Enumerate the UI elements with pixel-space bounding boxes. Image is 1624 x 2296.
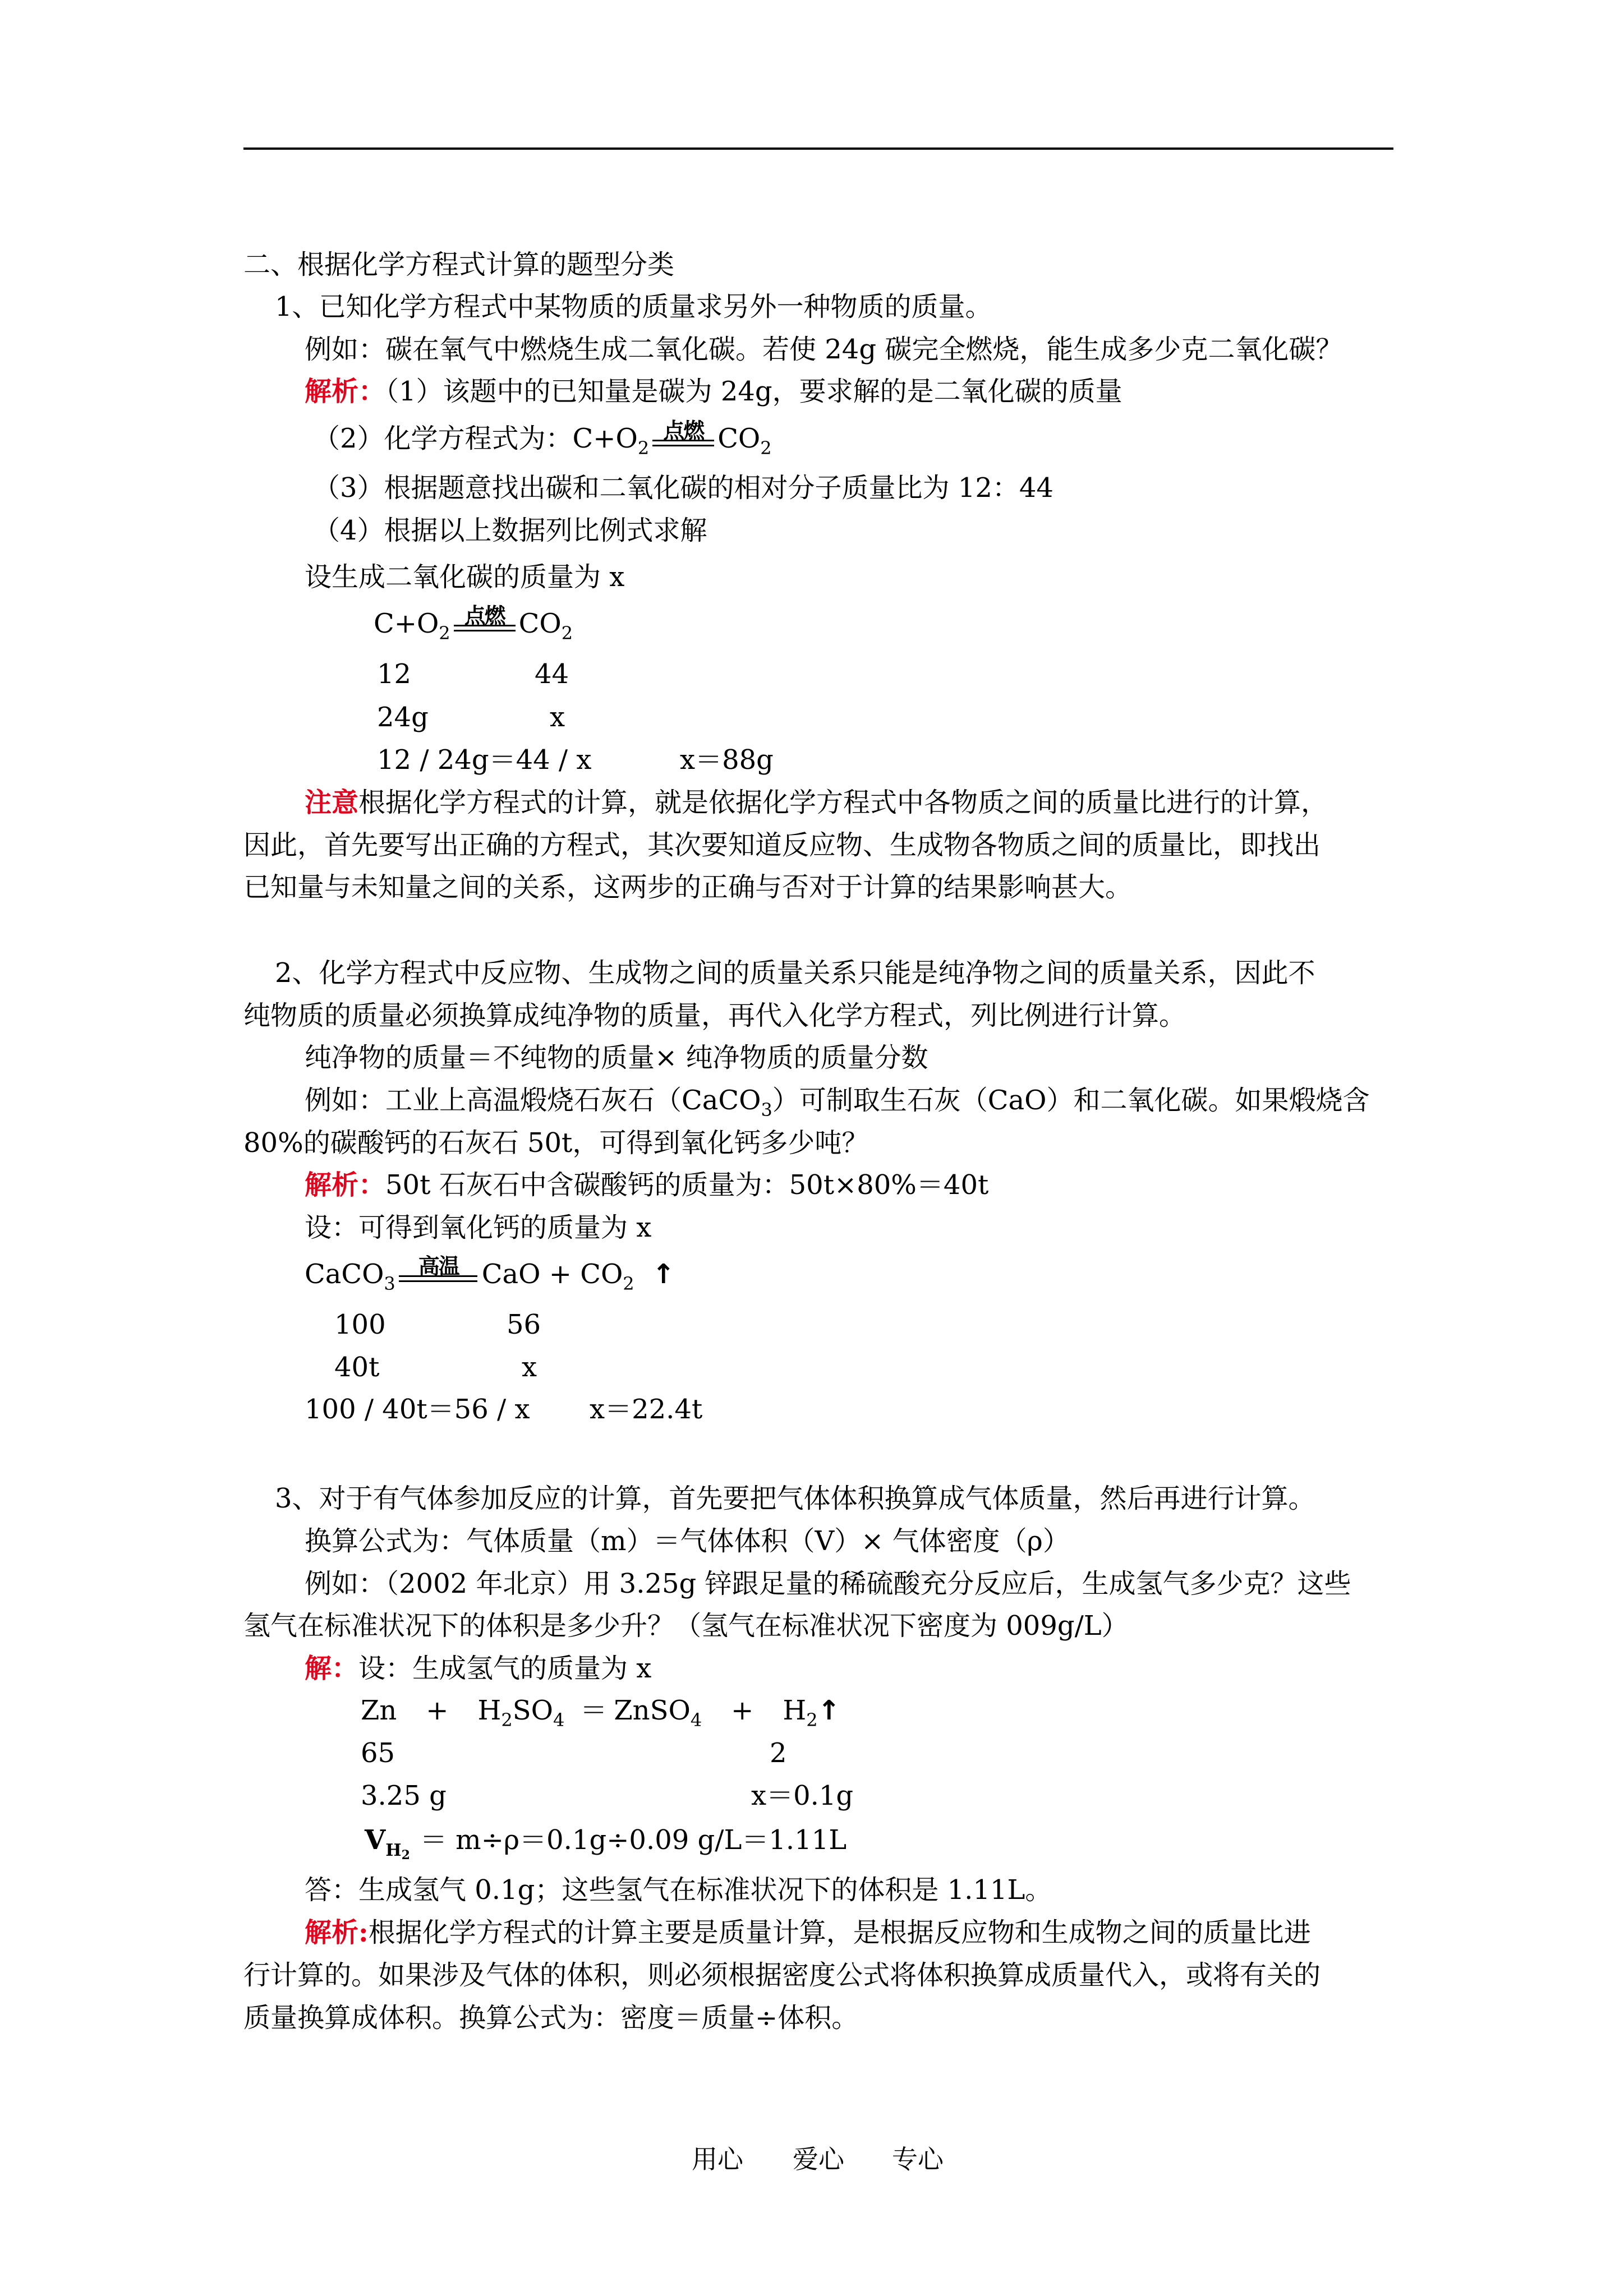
volume-symbol <box>365 1824 410 1862</box>
volume-sub-2: 2 <box>401 1848 410 1862</box>
type3-example-line2: 氢气在标准状况下的体积是多少升？（氢气在标准状况下密度为 009g/L） <box>243 1610 1129 1642</box>
eq-reactant: C+O <box>374 608 439 639</box>
type3-analysis-line2: 行计算的。如果涉及气体的体积，则必须根据密度公式将体积换算成质量代入，或将有关的 <box>243 1960 1321 1991</box>
type1-mass-co2: 44 <box>535 658 569 690</box>
type1-mass-c: 12 <box>377 658 412 690</box>
header-rule <box>243 147 1393 150</box>
example-part2: ）可制取生石灰（CaO）和二氧化碳。如果煅烧含 <box>772 1085 1370 1116</box>
type3-given-zn: 3.25 g <box>361 1780 447 1811</box>
condition-label: 高温 <box>418 1254 459 1279</box>
eq-h2so4-sub: 2 <box>501 1709 513 1731</box>
section-title: 二、根据化学方程式计算的题型分类 <box>243 249 675 280</box>
type1-step2 <box>313 418 772 459</box>
eq-znso4-sub: 4 <box>690 1709 702 1731</box>
type1-equation <box>374 603 573 644</box>
eq-h2so4-h: H <box>477 1695 502 1726</box>
eq-zn: Zn <box>361 1695 397 1726</box>
condition-label: 点燃 <box>464 603 505 628</box>
type1-given-c: 24g <box>377 702 429 733</box>
type1-heading: 1、已知化学方程式中某物质的质量求另外一种物质的质量。 <box>275 291 992 322</box>
type3-mass-zn: 65 <box>361 1737 395 1769</box>
step2-product: CO <box>717 423 761 454</box>
type1-note <box>305 786 1328 819</box>
type2-mass-cao: 56 <box>507 1309 541 1340</box>
gas-arrow-icon: ↑ <box>652 1258 675 1290</box>
analysis-text: 50t 石灰石中含碳酸钙的质量为：50t×80%＝40t <box>385 1169 989 1201</box>
eq-products-sub: 2 <box>623 1273 634 1294</box>
type1-result: x＝88g <box>680 744 774 776</box>
eq-product: CO <box>518 608 562 639</box>
analysis-line1: 根据化学方程式的计算主要是质量计算，是根据反应物和生成物之间的质量比进 <box>368 1917 1311 1948</box>
type3-analysis-line3: 质量换算成体积。换算公式为：密度＝质量÷体积。 <box>243 2002 859 2034</box>
type2-heading-line2: 纯物质的质量必须换算成纯净物的质量，再代入化学方程式，列比例进行计算。 <box>243 1000 1186 1031</box>
analysis-label: 解析： <box>305 376 386 407</box>
type1-analysis <box>305 375 1122 408</box>
eq-h2: H <box>783 1695 807 1726</box>
type2-let: 设：可得到氧化钙的质量为 x <box>305 1212 652 1243</box>
reaction-condition-ignite <box>452 603 518 640</box>
note-label: 注意 <box>305 787 359 818</box>
type2-example-line1 <box>305 1084 1370 1121</box>
type2-analysis <box>305 1168 988 1202</box>
type3-formula: 换算公式为：气体质量（m）＝气体体积（V）× 气体密度（ρ） <box>305 1525 1070 1557</box>
type2-given-caco3: 40t <box>334 1352 380 1383</box>
type2-mass-caco3: 100 <box>334 1309 386 1340</box>
type1-given-co2: x <box>550 702 565 733</box>
eq-equals: ＝ <box>580 1695 608 1726</box>
type2-formula: 纯净物的质量＝不纯物的质量× 纯净物质的质量分数 <box>305 1042 928 1073</box>
analysis-step1: （1）该题中的已知量是碳为 24g，要求解的是二氧化碳的质量 <box>385 376 1122 407</box>
eq-plus: + <box>731 1695 754 1726</box>
volume-v: V <box>365 1824 386 1856</box>
solution-let: 设：生成氢气的质量为 x <box>358 1653 652 1684</box>
type3-volume <box>365 1823 847 1862</box>
reaction-condition-heat <box>397 1254 481 1291</box>
type2-equation <box>305 1254 675 1294</box>
footer-left: 用心 <box>692 2144 743 2174</box>
type2-heading-line1: 2、化学方程式中反应物、生成物之间的质量关系只能是纯净物之间的质量关系，因此不 <box>275 957 1315 989</box>
eq-reactant: CaCO <box>305 1258 384 1290</box>
eq-h2so4-so: SO <box>512 1695 553 1726</box>
type3-mass-h2: 2 <box>770 1737 787 1769</box>
type3-heading: 3、对于有气体参加反应的计算，首先要把气体体积换算成气体质量，然后再进行计算。 <box>275 1483 1315 1514</box>
type1-note-line2: 因此，首先要写出正确的方程式，其次要知道反应物、生成物各物质之间的质量比，即找出 <box>243 829 1321 861</box>
type3-given-h2: x＝0.1g <box>751 1780 854 1811</box>
footer-middle: 爱心 <box>793 2144 844 2174</box>
eq-znso4: ZnSO <box>614 1695 691 1726</box>
eq-h2so4-sub2: 4 <box>553 1709 565 1731</box>
eq-reactant-sub: 2 <box>439 623 450 644</box>
o2-subscript: 2 <box>637 437 650 459</box>
eq-product-sub: 2 <box>561 623 573 644</box>
analysis-label: 解析： <box>305 1169 386 1201</box>
type1-note-line3: 已知量与未知量之间的关系，这两步的正确与否对于计算的结果影响甚大。 <box>243 872 1133 903</box>
note-line1: 根据化学方程式的计算，就是依据化学方程式中各物质之间的质量比进行的计算， <box>358 787 1328 818</box>
eq-products: CaO + CO <box>481 1258 623 1290</box>
reaction-condition-ignite <box>650 418 716 455</box>
type2-result: x＝22.4t <box>590 1394 703 1425</box>
example-part1: 例如：工业上高温煅烧石灰石（CaCO <box>305 1085 761 1116</box>
volume-expression: ＝ m÷ρ＝0.1g÷0.09 g/L＝1.11L <box>420 1824 847 1856</box>
analysis-label: 解析: <box>305 1917 369 1948</box>
gas-arrow-icon: ↑ <box>817 1695 840 1726</box>
type1-let: 设生成二氧化碳的质量为 x <box>305 561 625 593</box>
condition-label: 点燃 <box>663 418 704 443</box>
step2-prefix: （2）化学方程式为：C+O <box>313 423 638 454</box>
type3-answer: 答：生成氢气 0.1g；这些氢气在标准状况下的体积是 1.11L。 <box>305 1874 1052 1906</box>
type1-step4: （4）根据以上数据列比例式求解 <box>313 515 707 546</box>
type1-proportion: 12 / 24g＝44 / x <box>377 744 592 776</box>
eq-reactant-sub: 3 <box>384 1273 395 1294</box>
type3-example-line1: 例如：（2002 年北京）用 3.25g 锌跟足量的稀硫酸充分反应后，生成氢气多少克？这些 <box>305 1568 1351 1599</box>
type3-analysis <box>305 1916 1311 1949</box>
eq-h2-sub: 2 <box>806 1709 818 1731</box>
type2-example-line2: 80%的碳酸钙的石灰石 50t，可得到氧化钙多少吨？ <box>243 1127 869 1159</box>
co2-subscript: 2 <box>760 437 772 459</box>
eq-plus: + <box>426 1695 449 1726</box>
footer-right: 专心 <box>892 2144 944 2174</box>
type1-step3: （3）根据题意找出碳和二氧化碳的相对分子质量比为 12：44 <box>313 472 1053 504</box>
type3-equation <box>361 1694 840 1731</box>
caco3-subscript: 3 <box>761 1099 772 1121</box>
type2-proportion: 100 / 40t＝56 / x <box>305 1394 530 1425</box>
type2-given-cao: x <box>522 1352 537 1383</box>
volume-sub-h: H <box>385 1841 402 1860</box>
solution-label: 解： <box>305 1653 359 1684</box>
type3-solution <box>305 1652 651 1685</box>
type1-example: 例如：碳在氧气中燃烧生成二氧化碳。若使 24g 碳完全燃烧，能生成多少克二氧化碳？ <box>305 334 1343 365</box>
